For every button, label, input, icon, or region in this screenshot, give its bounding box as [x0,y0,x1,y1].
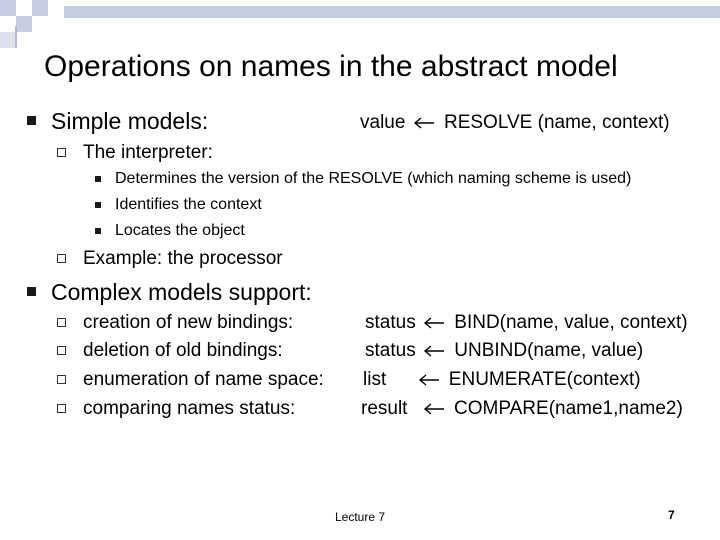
bullet-small-square [95,176,101,182]
complex-item-label: enumeration of name space: [83,369,324,390]
left-arrow-icon [423,345,445,357]
formula-lhs: result [361,398,408,419]
bullet-hollow-square [57,404,66,413]
footer-lecture: Lecture 7 [335,510,386,524]
formula-lhs: status [365,312,416,333]
formula-rhs: ENUMERATE(context) [448,369,641,390]
interpreter-item: Locates the object [115,222,245,239]
header-decoration [0,0,720,48]
bullet-hollow-square [57,318,66,327]
left-arrow-icon [423,317,445,329]
interpreter-item: Identifies the context [115,196,262,213]
complex-models-heading: Complex models support: [51,279,312,305]
complex-item-label: creation of new bindings: [83,312,294,333]
example-text: Example: the processor [83,248,283,269]
formula-lhs: status [365,340,416,361]
complex-item-formula [365,312,688,334]
complex-item-formula [361,398,683,420]
formula-rhs: COMPARE(name1,name2) [454,398,683,419]
left-arrow-icon [418,374,440,386]
bullet-small-square [95,228,101,234]
bullet-hollow-square [57,375,66,384]
bullet-square [27,287,36,296]
formula-lhs: value [360,112,406,133]
bullet-small-square [95,202,101,208]
bullet-hollow-square [57,148,66,157]
interpreter-label: The interpreter: [83,142,213,163]
complex-item-label: comparing names status: [83,398,296,419]
complex-item-formula [365,340,643,362]
simple-models-heading: Simple models: [51,108,209,134]
formula-rhs: UNBIND(name, value) [454,340,644,361]
formula-rhs: RESOLVE (name, context) [443,112,670,133]
complex-item-label: deletion of old bindings: [83,340,283,361]
page-number: 7 [668,508,675,522]
slide-title: Operations on names in the abstract model [44,50,618,83]
resolve-formula [360,112,670,134]
interpreter-item: Determines the version of the RESOLVE (which naming scheme is used) [115,170,632,187]
bullet-hollow-square [57,254,66,263]
formula-rhs: BIND(name, value, context) [454,312,688,333]
formula-lhs: list [363,369,387,390]
left-arrow-icon [423,403,445,415]
bullet-square [27,116,36,125]
complex-item-formula [363,369,641,391]
left-arrow-icon [413,117,435,129]
bullet-hollow-square [57,346,66,355]
